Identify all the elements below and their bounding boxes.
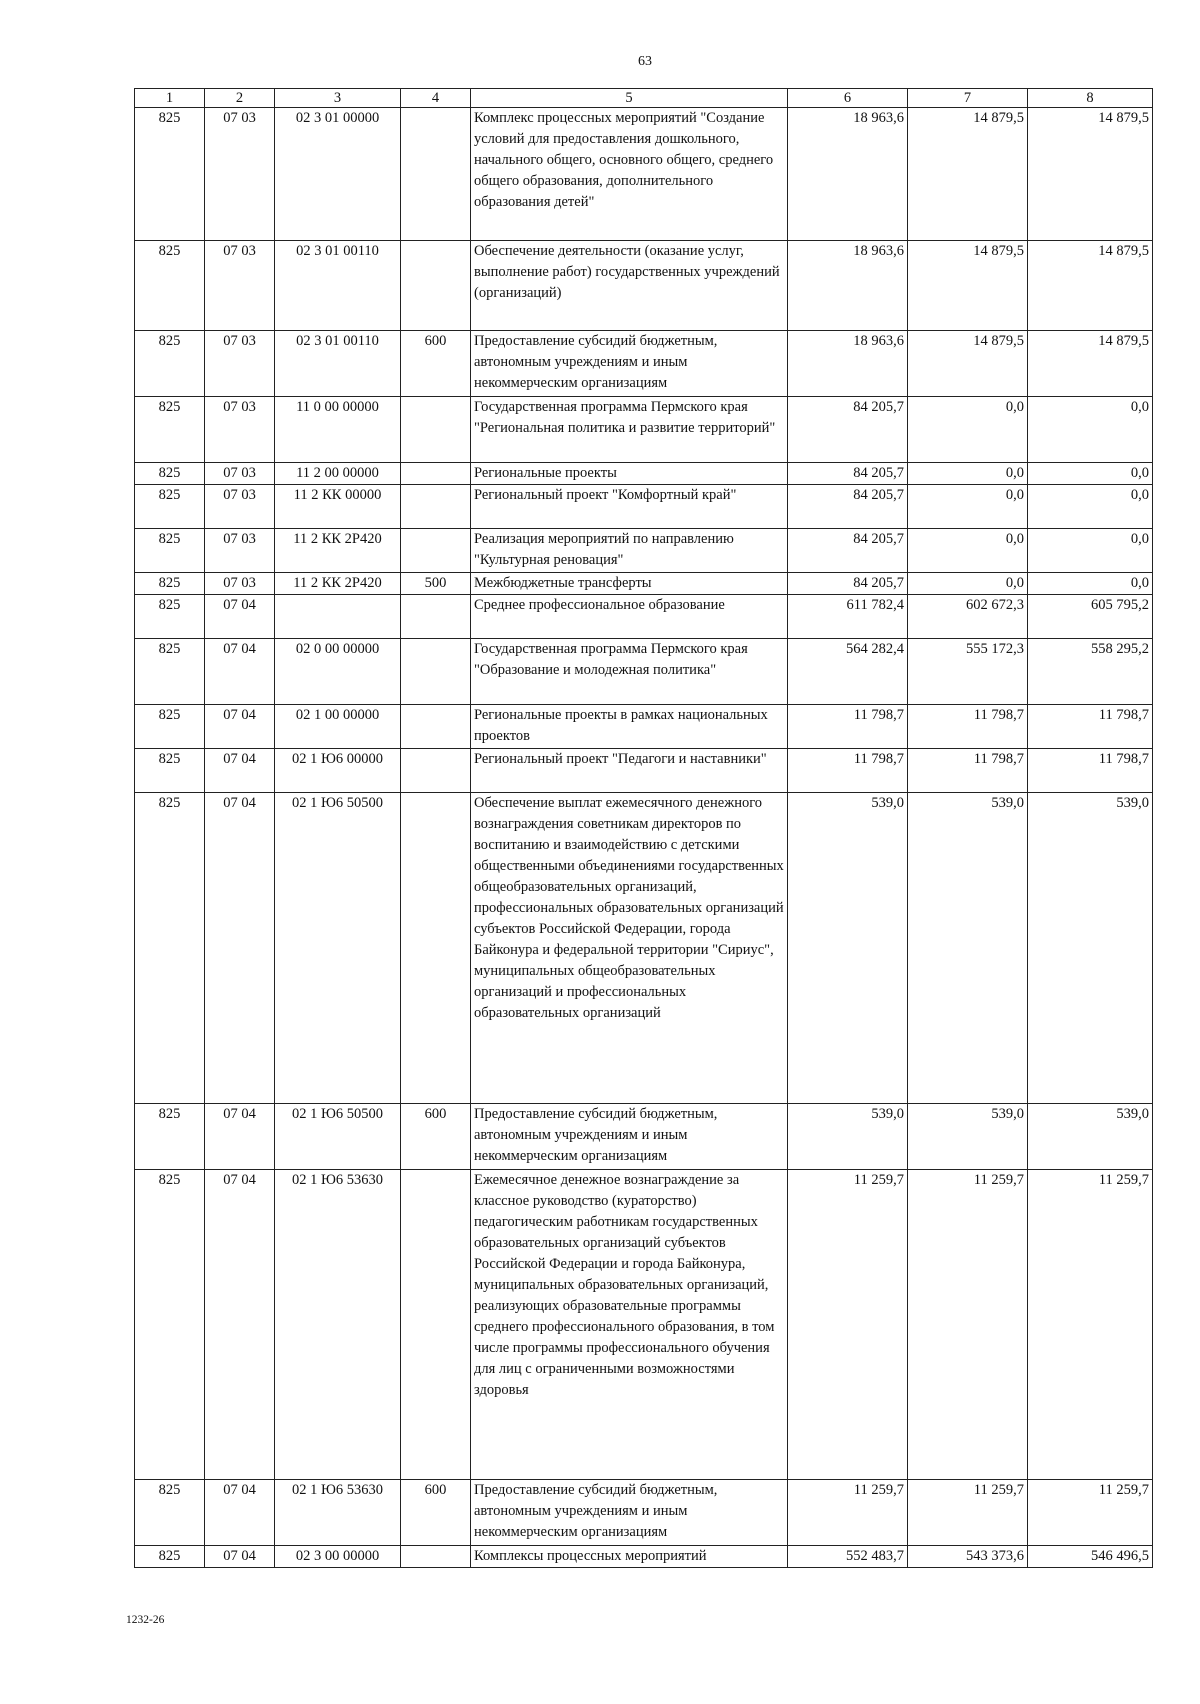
cell-section-code: 07 03 [205, 331, 275, 397]
cell-description: Реализация мероприятий по направлению "Культурная реновация" [471, 529, 788, 573]
cell-description: Региональный проект "Педагоги и наставники" [471, 749, 788, 793]
cell-section-code: 07 04 [205, 1170, 275, 1480]
cell-amount-col8: 14 879,5 [1028, 108, 1153, 241]
cell-target-article: 02 1 00 00000 [275, 705, 401, 749]
column-header: 1 [135, 89, 205, 108]
cell-admin-code: 825 [135, 1480, 205, 1546]
cell-expense-type [401, 485, 471, 529]
cell-admin-code: 825 [135, 793, 205, 1104]
cell-expense-type [401, 595, 471, 639]
cell-target-article: 02 3 01 00000 [275, 108, 401, 241]
cell-target-article: 11 2 00 00000 [275, 463, 401, 485]
table-row [135, 793, 1153, 1104]
cell-section-code: 07 03 [205, 573, 275, 595]
cell-admin-code: 825 [135, 573, 205, 595]
cell-target-article: 02 0 00 00000 [275, 639, 401, 705]
cell-amount-col8: 546 496,5 [1028, 1546, 1153, 1568]
table-row [135, 397, 1153, 463]
table-row [135, 595, 1153, 639]
cell-section-code: 07 04 [205, 1104, 275, 1170]
cell-admin-code: 825 [135, 108, 205, 241]
cell-description: Региональные проекты [471, 463, 788, 485]
cell-amount-col7: 0,0 [908, 573, 1028, 595]
cell-amount-col7: 555 172,3 [908, 639, 1028, 705]
table-row [135, 749, 1153, 793]
cell-expense-type [401, 241, 471, 331]
table-row [135, 108, 1153, 241]
cell-section-code: 07 04 [205, 705, 275, 749]
cell-description: Предоставление субсидий бюджетным, автономным учреждениям и иным некоммерческим организациям [471, 1480, 788, 1546]
cell-section-code: 07 03 [205, 485, 275, 529]
cell-amount-col7: 11 798,7 [908, 705, 1028, 749]
cell-target-article: 02 1 Ю6 50500 [275, 1104, 401, 1170]
cell-amount-col6: 18 963,6 [788, 331, 908, 397]
cell-amount-col6: 18 963,6 [788, 241, 908, 331]
cell-target-article: 02 1 Ю6 53630 [275, 1170, 401, 1480]
cell-amount-col6: 18 963,6 [788, 108, 908, 241]
cell-expense-type [401, 397, 471, 463]
cell-amount-col7: 11 798,7 [908, 749, 1028, 793]
cell-amount-col7: 543 373,6 [908, 1546, 1028, 1568]
document-code: 1232-26 [126, 1614, 165, 1626]
cell-admin-code: 825 [135, 485, 205, 529]
cell-amount-col6: 11 259,7 [788, 1170, 908, 1480]
table-row [135, 1170, 1153, 1480]
cell-expense-type: 500 [401, 573, 471, 595]
cell-description: Государственная программа Пермского края "Образование и молодежная политика" [471, 639, 788, 705]
cell-amount-col7: 539,0 [908, 1104, 1028, 1170]
cell-section-code: 07 04 [205, 749, 275, 793]
cell-amount-col6: 564 282,4 [788, 639, 908, 705]
cell-amount-col7: 0,0 [908, 397, 1028, 463]
cell-amount-col8: 14 879,5 [1028, 241, 1153, 331]
cell-description: Государственная программа Пермского края "Региональная политика и развитие территорий" [471, 397, 788, 463]
cell-amount-col8: 0,0 [1028, 573, 1153, 595]
cell-amount-col8: 0,0 [1028, 529, 1153, 573]
cell-amount-col8: 539,0 [1028, 793, 1153, 1104]
cell-amount-col8: 11 798,7 [1028, 749, 1153, 793]
cell-amount-col8: 539,0 [1028, 1104, 1153, 1170]
cell-admin-code: 825 [135, 463, 205, 485]
cell-amount-col7: 0,0 [908, 463, 1028, 485]
table-row [135, 529, 1153, 573]
cell-expense-type [401, 639, 471, 705]
cell-expense-type [401, 1170, 471, 1480]
cell-description: Комплекс процессных мероприятий "Создание условий для предоставления дошкольного, начального общего, основного общего, среднего общего образования, дополнительного образования детей" [471, 108, 788, 241]
column-header: 2 [205, 89, 275, 108]
cell-description: Межбюджетные трансферты [471, 573, 788, 595]
cell-section-code: 07 04 [205, 1480, 275, 1546]
table-row [135, 1480, 1153, 1546]
cell-expense-type [401, 529, 471, 573]
column-header: 6 [788, 89, 908, 108]
cell-admin-code: 825 [135, 1170, 205, 1480]
cell-amount-col8: 0,0 [1028, 463, 1153, 485]
column-header: 3 [275, 89, 401, 108]
cell-amount-col7: 11 259,7 [908, 1480, 1028, 1546]
cell-target-article: 02 1 Ю6 50500 [275, 793, 401, 1104]
cell-target-article: 11 0 00 00000 [275, 397, 401, 463]
table-row [135, 705, 1153, 749]
cell-amount-col6: 552 483,7 [788, 1546, 908, 1568]
cell-section-code: 07 03 [205, 241, 275, 331]
cell-amount-col8: 11 798,7 [1028, 705, 1153, 749]
cell-amount-col6: 84 205,7 [788, 485, 908, 529]
table-row [135, 485, 1153, 529]
cell-amount-col8: 558 295,2 [1028, 639, 1153, 705]
cell-expense-type [401, 108, 471, 241]
cell-amount-col6: 84 205,7 [788, 573, 908, 595]
cell-admin-code: 825 [135, 331, 205, 397]
column-header: 8 [1028, 89, 1153, 108]
cell-admin-code: 825 [135, 529, 205, 573]
cell-expense-type [401, 749, 471, 793]
table-row [135, 331, 1153, 397]
cell-description: Предоставление субсидий бюджетным, автономным учреждениям и иным некоммерческим организациям [471, 331, 788, 397]
cell-section-code: 07 04 [205, 1546, 275, 1568]
cell-amount-col7: 539,0 [908, 793, 1028, 1104]
cell-description: Региональный проект "Комфортный край" [471, 485, 788, 529]
cell-section-code: 07 04 [205, 595, 275, 639]
cell-target-article [275, 595, 401, 639]
cell-amount-col8: 11 259,7 [1028, 1170, 1153, 1480]
cell-amount-col6: 539,0 [788, 1104, 908, 1170]
cell-admin-code: 825 [135, 639, 205, 705]
cell-expense-type [401, 793, 471, 1104]
cell-amount-col6: 611 782,4 [788, 595, 908, 639]
cell-amount-col6: 84 205,7 [788, 529, 908, 573]
cell-amount-col7: 0,0 [908, 529, 1028, 573]
cell-section-code: 07 04 [205, 793, 275, 1104]
cell-admin-code: 825 [135, 1104, 205, 1170]
cell-target-article: 02 3 01 00110 [275, 331, 401, 397]
cell-expense-type: 600 [401, 331, 471, 397]
cell-admin-code: 825 [135, 595, 205, 639]
cell-amount-col8: 14 879,5 [1028, 331, 1153, 397]
cell-amount-col7: 602 672,3 [908, 595, 1028, 639]
table-row [135, 639, 1153, 705]
cell-amount-col7: 14 879,5 [908, 241, 1028, 331]
cell-section-code: 07 03 [205, 529, 275, 573]
cell-target-article: 02 1 Ю6 53630 [275, 1480, 401, 1546]
cell-target-article: 02 1 Ю6 00000 [275, 749, 401, 793]
table-row [135, 241, 1153, 331]
cell-description: Предоставление субсидий бюджетным, автономным учреждениям и иным некоммерческим организациям [471, 1104, 788, 1170]
cell-amount-col6: 84 205,7 [788, 397, 908, 463]
page-number: 63 [638, 54, 652, 69]
cell-admin-code: 825 [135, 705, 205, 749]
cell-amount-col8: 0,0 [1028, 485, 1153, 529]
cell-admin-code: 825 [135, 749, 205, 793]
table-row [135, 1546, 1153, 1568]
cell-amount-col7: 14 879,5 [908, 331, 1028, 397]
cell-amount-col7: 11 259,7 [908, 1170, 1028, 1480]
cell-expense-type [401, 1546, 471, 1568]
cell-description: Обеспечение выплат ежемесячного денежного вознаграждения советникам директоров по воспитанию и взаимодействию с детскими общественными объединениями государственных общеобразовательных организаций, профессиональных образовательных организаций субъектов Российской Федерации, города Байконура и федеральной территории "Сириус", муниципальных общеобразовательных организаций и профессиональных образовательных организаций [471, 793, 788, 1104]
cell-admin-code: 825 [135, 1546, 205, 1568]
cell-admin-code: 825 [135, 397, 205, 463]
column-header: 7 [908, 89, 1028, 108]
column-header: 4 [401, 89, 471, 108]
cell-target-article: 11 2 КК 00000 [275, 485, 401, 529]
cell-amount-col6: 84 205,7 [788, 463, 908, 485]
cell-amount-col6: 11 798,7 [788, 705, 908, 749]
cell-description: Региональные проекты в рамках национальных проектов [471, 705, 788, 749]
cell-amount-col6: 11 259,7 [788, 1480, 908, 1546]
cell-amount-col8: 11 259,7 [1028, 1480, 1153, 1546]
cell-target-article: 02 3 01 00110 [275, 241, 401, 331]
cell-admin-code: 825 [135, 241, 205, 331]
cell-target-article: 02 3 00 00000 [275, 1546, 401, 1568]
cell-description: Обеспечение деятельности (оказание услуг, выполнение работ) государственных учреждений (организаций) [471, 241, 788, 331]
cell-expense-type: 600 [401, 1104, 471, 1170]
cell-expense-type [401, 463, 471, 485]
table-row [135, 463, 1153, 485]
cell-amount-col7: 14 879,5 [908, 108, 1028, 241]
cell-expense-type: 600 [401, 1480, 471, 1546]
cell-amount-col6: 11 798,7 [788, 749, 908, 793]
budget-table [134, 88, 1153, 1568]
cell-target-article: 11 2 КК 2Р420 [275, 573, 401, 595]
cell-description: Комплексы процессных мероприятий [471, 1546, 788, 1568]
cell-section-code: 07 03 [205, 108, 275, 241]
cell-amount-col6: 539,0 [788, 793, 908, 1104]
cell-amount-col8: 0,0 [1028, 397, 1153, 463]
cell-section-code: 07 03 [205, 463, 275, 485]
column-header: 5 [471, 89, 788, 108]
table-row [135, 573, 1153, 595]
cell-expense-type [401, 705, 471, 749]
table-row [135, 1104, 1153, 1170]
cell-amount-col7: 0,0 [908, 485, 1028, 529]
table-header-row [135, 89, 1153, 108]
cell-description: Среднее профессиональное образование [471, 595, 788, 639]
cell-section-code: 07 03 [205, 397, 275, 463]
cell-target-article: 11 2 КК 2Р420 [275, 529, 401, 573]
cell-amount-col8: 605 795,2 [1028, 595, 1153, 639]
cell-description: Ежемесячное денежное вознаграждение за классное руководство (кураторство) педагогическим работникам государственных образовательных организаций субъектов Российской Федерации и города Байконура, муниципальных образовательных организаций, реализующих образовательные программы среднего профессионального образования, в том числе программы профессионального обучения для лиц с ограниченными возможностями здоровья [471, 1170, 788, 1480]
cell-section-code: 07 04 [205, 639, 275, 705]
